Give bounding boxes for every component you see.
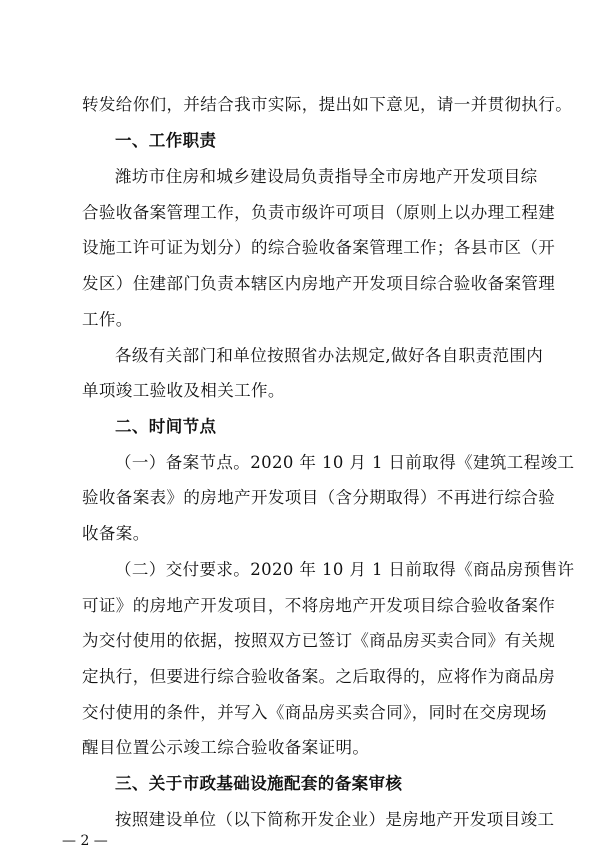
paragraph-line: 设施工许可证为划分）的综合验收备案管理工作；各县市区（开 bbox=[82, 238, 556, 257]
paragraph-line: 收备案。 bbox=[82, 524, 150, 543]
paragraph-line: （一）备案节点。2020 年 10 月 1 日前取得《建筑工程竣工 bbox=[115, 453, 575, 472]
section-heading-2: 二、时间节点 bbox=[115, 417, 217, 436]
section-heading-1: 一、工作职责 bbox=[115, 131, 217, 150]
paragraph-line: 定执行，但要进行综合验收备案。之后取得的，应将作为商品房 bbox=[82, 667, 556, 686]
section-heading-3: 三、关于市政基础设施配套的备案审核 bbox=[115, 774, 403, 793]
paragraph-line: 单项竣工验收及相关工作。 bbox=[82, 381, 285, 400]
paragraph-line: 可证》的房地产开发项目，不将房地产开发项目综合验收备案作 bbox=[82, 596, 556, 615]
paragraph-line: 工作。 bbox=[82, 310, 133, 329]
paragraph-line: 验收备案表》的房地产开发项目（含分期取得）不再进行综合验 bbox=[82, 488, 556, 507]
paragraph-line: 各级有关部门和单位按照省办法规定,做好各自职责范围内 bbox=[115, 346, 544, 365]
paragraph-line: 为交付使用的依据，按照双方已签订《商品房买卖合同》有关规 bbox=[82, 631, 556, 650]
page-number: — 2 — bbox=[62, 833, 108, 849]
paragraph-line: （二）交付要求。2020 年 10 月 1 日前取得《商品房预售许 bbox=[115, 560, 575, 579]
paragraph-line: 潍坊市住房和城乡建设局负责指导全市房地产开发项目综 bbox=[115, 167, 538, 186]
paragraph-line-continuation: 转发给你们，并结合我市实际，提出如下意见，请一并贯彻执行。 bbox=[82, 95, 573, 114]
paragraph-line: 合验收备案管理工作，负责市级许可项目（原则上以办理工程建 bbox=[82, 203, 556, 222]
paragraph-line: 发区）住建部门负责本辖区内房地产开发项目综合验收备案管理 bbox=[82, 274, 556, 293]
paragraph-line: 醒目位置公示竣工综合验收备案证明。 bbox=[82, 738, 370, 757]
paragraph-line: 交付使用的条件，并写入《商品房买卖合同》，同时在交房现场 bbox=[82, 703, 547, 722]
paragraph-line: 按照建设单位（以下简称开发企业）是房地产开发项目竣工 bbox=[115, 810, 555, 829]
